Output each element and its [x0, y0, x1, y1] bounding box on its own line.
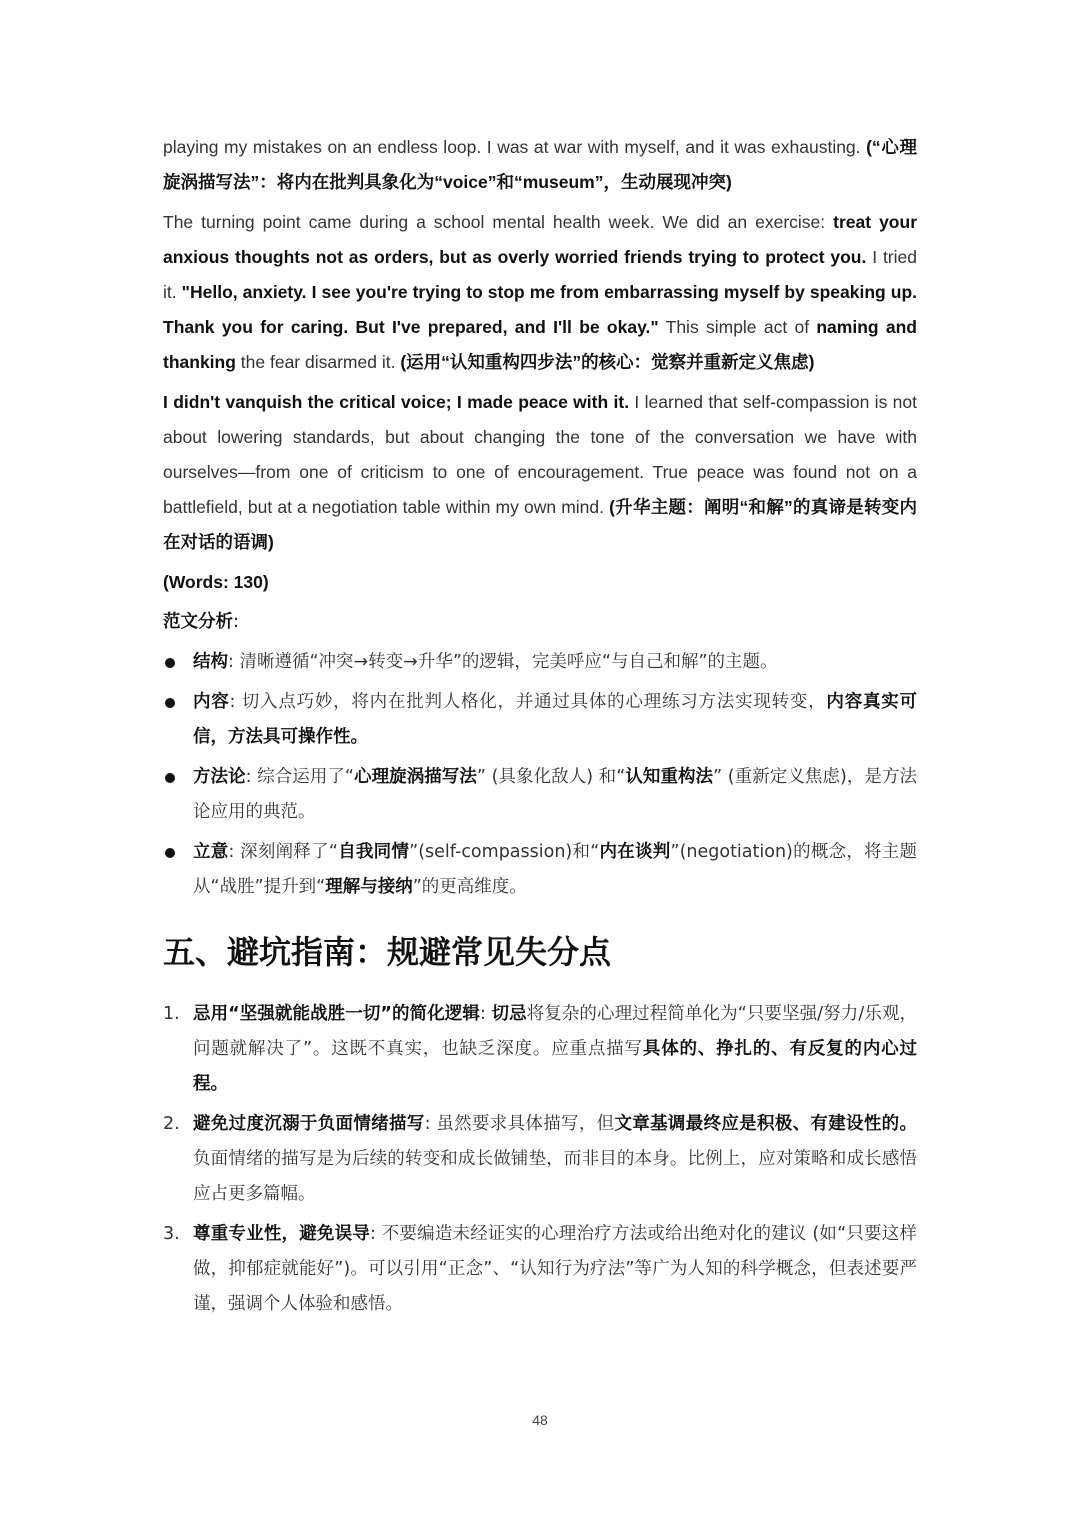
bullet-dot-icon — [165, 698, 175, 708]
text-span: playing my mistakes on an endless loop. I was at war with myself, and it was exhausting. — [163, 137, 867, 157]
tip-item-1 — [163, 997, 917, 1102]
text-span: I tried it. — [163, 247, 917, 302]
text-span: 负面情绪的描写是为后续的转变和成长做铺垫，而非目的本身。比例上，应对策略和成长感悟应占更多篇幅。 — [193, 1149, 917, 1204]
bold-span: 内在谈判 — [599, 842, 671, 862]
text-span: ” (具象化敌人) 和“ — [476, 767, 626, 787]
text-span: ”(self-compassion)和“ — [409, 842, 600, 862]
bold-span: "Hello, anxiety. I see you're trying to stop me from embarrassing myself by speaking up. Thank you for caring. But I've prepared, and I'll be okay." — [163, 282, 917, 337]
item-label: 内容 — [193, 692, 230, 712]
bold-annotation: (升华主题：阐明“和解”的真谛是转变内在对话的语调) — [163, 497, 918, 552]
list-number: 2. — [163, 1114, 180, 1134]
list-number: 1. — [163, 1004, 180, 1024]
document-page — [163, 130, 917, 1327]
bold-span: 文章基调最终应是积极、有建设性的。 — [614, 1114, 917, 1134]
paragraph-2 — [163, 205, 917, 380]
text-span: : 不要编造未经证实的心理治疗方法或给出绝对化的建议 (如“只要这样做，抑郁症就能好”)。可以引用“正念”、“认知行为疗法”等广为人知的科学概念，但表述要严谨，强调个人体验和感悟。 — [193, 1224, 917, 1314]
tip-item-3 — [163, 1217, 917, 1322]
bold-span: 具体的、挣扎的、有反复的内心过程。 — [193, 1039, 917, 1094]
word-count: (Words: 130) — [163, 572, 269, 592]
analysis-item-methodology — [163, 760, 917, 830]
tips-list — [163, 997, 917, 1322]
section-title: 五、避坑指南：规避常见失分点 — [163, 933, 612, 971]
text-span: the fear disarmed it. — [235, 352, 401, 372]
bold-span: 自我同情 — [337, 842, 410, 862]
bold-span: 认知重构法 — [625, 767, 714, 787]
text-span: : — [479, 1004, 492, 1024]
bold-span: 切忌 — [491, 1004, 527, 1024]
text-span: ”(negotiation)的概念，将主题从“战胜”提升到“ — [193, 842, 918, 897]
item-label: 忌用“坚强就能战胜一切”的简化逻辑 — [193, 1004, 480, 1024]
text-span: 将复杂的心理过程简单化为“只要坚强/努力/乐观，问题就解决了”。这既不真实，也缺乏深度。应重点描写 — [193, 1004, 917, 1059]
page-number: 48 — [532, 1412, 548, 1428]
item-label: 结构 — [193, 652, 228, 672]
bold-span: 理解与接纳 — [325, 877, 413, 897]
text-span: This simple act of — [658, 317, 817, 337]
bold-span: 心理旋涡描写法 — [354, 767, 477, 787]
bold-annotation: (运用“认知重构四步法”的核心：觉察并重新定义焦虑) — [400, 352, 815, 372]
bold-span: I didn't vanquish the critical voice; I made peace with it. — [163, 392, 630, 412]
tip-item-2 — [163, 1107, 917, 1212]
text-span: : 切入点巧妙，将内在批判人格化，并通过具体的心理练习方法实现转变， — [229, 692, 827, 712]
text-span: : 虽然要求具体描写，但 — [424, 1114, 615, 1134]
text-span: The turning point came during a school mental health week. We did an exercise: — [163, 212, 834, 232]
bullet-dot-icon — [165, 773, 175, 783]
text-span: : 清晰遵循“冲突→转变→升华”的逻辑，完美呼应“与自己和解”的主题。 — [228, 652, 778, 672]
bullet-dot-icon — [165, 658, 175, 668]
bold-span: treat your anxious thoughts not as orders, but as overly worried friends trying to protect you. — [163, 212, 917, 267]
paragraph-1 — [163, 130, 917, 200]
text-span: ” (重新定义焦虑)，是方法论应用的典范。 — [193, 767, 918, 822]
text-span: ”的更高维度。 — [412, 877, 527, 897]
analysis-heading — [163, 605, 917, 640]
text-span: : 深刻阐释了“ — [228, 842, 338, 862]
analysis-item-structure — [163, 645, 917, 680]
analysis-heading-colon: : — [233, 612, 239, 632]
analysis-list — [163, 645, 917, 905]
item-label: 方法论 — [193, 767, 246, 787]
analysis-item-content — [163, 685, 917, 755]
analysis-heading-label: 范文分析 — [163, 612, 233, 632]
analysis-item-theme — [163, 835, 917, 905]
list-number: 3. — [163, 1224, 180, 1244]
text-span: I learned that self-compassion is not about lowering standards, but about changing the tone of the conversation we have with ourselves—from one of criticism to one of encouragement. True peace was found not on a battlefield, but at a negotiation table within my own mind. — [163, 392, 917, 517]
text-span: : 综合运用了“ — [245, 767, 354, 787]
item-label: 尊重专业性，避免误导 — [193, 1224, 371, 1244]
item-label: 立意 — [193, 842, 229, 862]
bullet-dot-icon — [165, 848, 175, 858]
item-label: 避免过度沉溺于负面情绪描写 — [193, 1114, 425, 1134]
bold-annotation: (“心理旋涡描写法”：将内在批判具象化为“voice”和“museum”，生动展现冲突) — [163, 137, 918, 192]
bold-span: naming and thanking — [163, 317, 917, 372]
bold-span: 内容真实可信，方法具可操作性。 — [193, 692, 918, 747]
paragraph-3 — [163, 385, 917, 560]
